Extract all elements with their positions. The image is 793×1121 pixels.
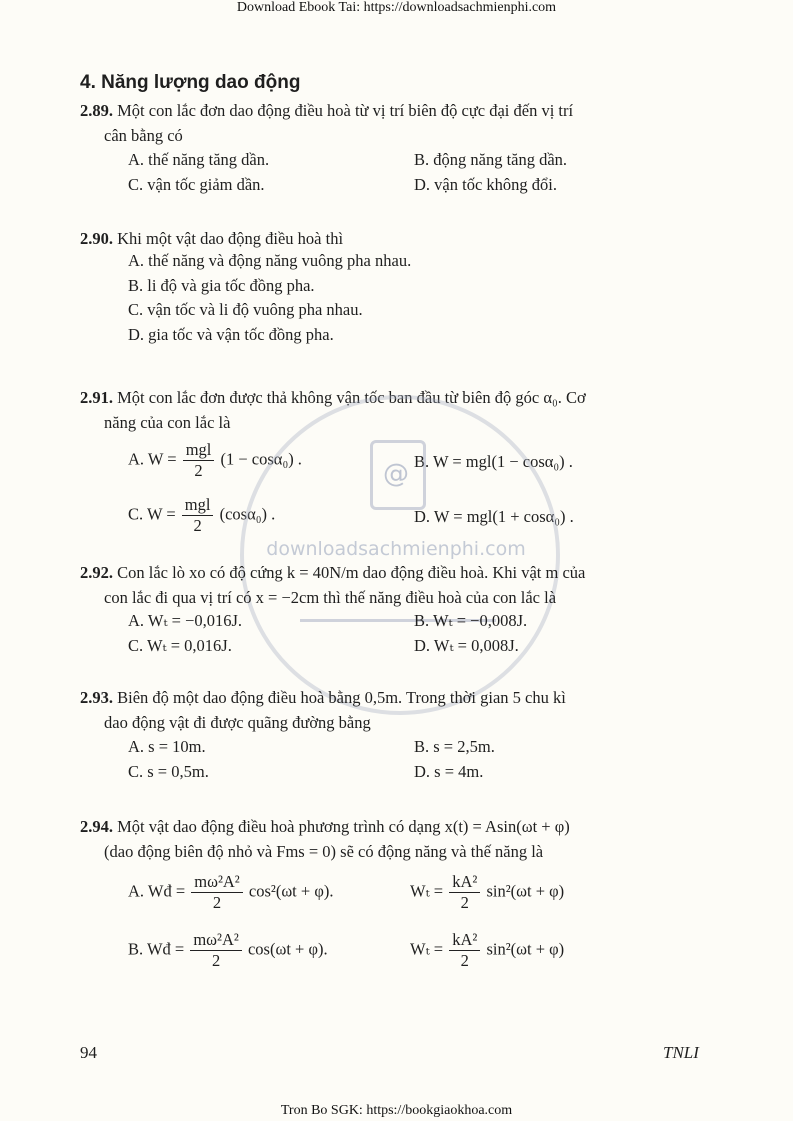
numerator: mω²A² — [190, 930, 242, 951]
option-a: A. Wₜ = −0,016J. — [128, 611, 243, 630]
top-download-link[interactable]: Download Ebook Tai: https://downloadsachmienphi.com — [236, 0, 557, 15]
option-b: B. li độ và gia tốc đồng pha. — [128, 276, 315, 295]
option-d: D. s = 4m. — [414, 762, 484, 781]
option-a: A. thế năng và động năng vuông pha nhau. — [128, 251, 412, 270]
formula-tail: sin²(ωt + φ) — [486, 881, 565, 901]
denominator: 2 — [193, 516, 202, 535]
question-text-line2: (dao động biên độ nhỏ và Fms = 0) sẽ có động năng và thế năng là — [104, 842, 544, 861]
question-text-line1: Con lắc lò xo có độ cứng k = 40N/m dao động điều hoà. Khi vật m của — [117, 563, 586, 582]
option-a — [128, 440, 302, 481]
numerator: mgl — [183, 440, 215, 461]
section-title: 4. Năng lượng dao động — [80, 72, 301, 93]
option-b: B. s = 2,5m. — [414, 737, 495, 756]
question-number: 2.89. — [80, 101, 113, 120]
numerator: kA² — [449, 872, 480, 893]
question-2-93 — [80, 685, 710, 735]
option-label: A. Wđ = — [128, 881, 186, 901]
option-label: A. W = — [128, 449, 177, 469]
formula-label: Wₜ = — [410, 881, 444, 901]
question-number: 2.92. — [80, 563, 113, 582]
numerator: mω²A² — [191, 872, 243, 893]
fraction — [449, 930, 480, 971]
footer-tag: TNLI — [663, 1043, 699, 1062]
question-text: Khi một vật dao động điều hoà thì — [117, 229, 344, 248]
option-c: C. Wₜ = 0,016J. — [128, 636, 232, 655]
question-text-line1: Biên độ một dao động điều hoà bằng 0,5m. Trong thời gian 5 chu kì — [117, 688, 566, 707]
question-text-line2: cân bằng có — [104, 126, 183, 145]
question-2-92 — [80, 560, 710, 610]
formula-tail: (cosα₀) . — [219, 504, 276, 524]
question-number: 2.94. — [80, 817, 113, 836]
option-c: C. vận tốc và li độ vuông pha nhau. — [128, 300, 363, 319]
option-a: A. thế năng tăng dần. — [128, 150, 270, 169]
option-a — [128, 872, 333, 913]
numerator: kA² — [449, 930, 480, 951]
notebook-icon: @ — [370, 440, 426, 510]
question-text-line2: năng của con lắc là — [104, 413, 231, 432]
question-text-line2: con lắc đi qua vị trí có x = −2cm thì thế năng điều hoà của con lắc là — [104, 588, 557, 607]
formula-tail: sin²(ωt + φ) — [486, 939, 565, 959]
question-text-line1: Một con lắc đơn được thả không vận tốc ban đầu từ biên độ góc α₀. Cơ — [117, 388, 586, 407]
page-number: 94 — [80, 1043, 97, 1062]
option-a: A. s = 10m. — [128, 737, 206, 756]
question-number: 2.91. — [80, 388, 113, 407]
numerator: mgl — [182, 495, 214, 516]
option-c: C. s = 0,5m. — [128, 762, 209, 781]
option-d: D. Wₜ = 0,008J. — [414, 636, 519, 655]
formula-tail: cos(ωt + φ). — [247, 939, 328, 959]
question-number: 2.93. — [80, 688, 113, 707]
formula-label: Wₜ = — [410, 939, 444, 959]
option-a-potential — [410, 872, 564, 913]
option-d: D. gia tốc và vận tốc đồng pha. — [128, 325, 334, 344]
question-2-91 — [80, 385, 710, 435]
question-2-94 — [80, 814, 710, 864]
option-label: C. W = — [128, 504, 176, 524]
denominator: 2 — [194, 461, 203, 480]
denominator: 2 — [460, 951, 469, 970]
option-c — [128, 495, 275, 536]
denominator: 2 — [212, 893, 222, 912]
option-b: B. W = mgl(1 − cosα₀) . — [414, 452, 573, 471]
option-b: B. động năng tăng dần. — [414, 150, 568, 169]
question-2-89 — [80, 98, 710, 148]
fraction — [191, 872, 243, 913]
option-c: C. vận tốc giảm dần. — [128, 175, 265, 194]
question-2-90 — [80, 226, 710, 251]
watermark-text: downloadsachmienphi.com — [266, 538, 526, 560]
formula-tail: cos²(ωt + φ). — [248, 881, 334, 901]
option-label: B. Wđ = — [128, 939, 185, 959]
option-d: D. vận tốc không đổi. — [414, 175, 557, 194]
denominator: 2 — [211, 951, 221, 970]
option-b — [128, 930, 328, 971]
formula-tail: (1 − cosα₀) . — [220, 449, 302, 469]
fraction — [190, 930, 242, 971]
bottom-textbook-link[interactable]: Tron Bo SGK: https://bookgiaokhoa.com — [280, 1103, 513, 1118]
question-number: 2.90. — [80, 229, 113, 248]
question-text-line1: Một con lắc đơn dao động điều hoà từ vị trí biên độ cực đại đến vị trí — [117, 101, 574, 120]
fraction — [183, 440, 215, 481]
question-text-line2: dao động vật đi được quãng đường bằng — [104, 713, 371, 732]
denominator: 2 — [460, 893, 469, 912]
option-b: B. Wₜ = −0,008J. — [414, 611, 528, 630]
option-b-potential — [410, 930, 564, 971]
fraction — [182, 495, 214, 536]
question-text-line1: Một vật dao động điều hoà phương trình có dạng x(t) = Asin(ωt + φ) — [117, 817, 570, 836]
option-d: D. W = mgl(1 + cosα₀) . — [414, 507, 574, 526]
fraction — [449, 872, 480, 913]
